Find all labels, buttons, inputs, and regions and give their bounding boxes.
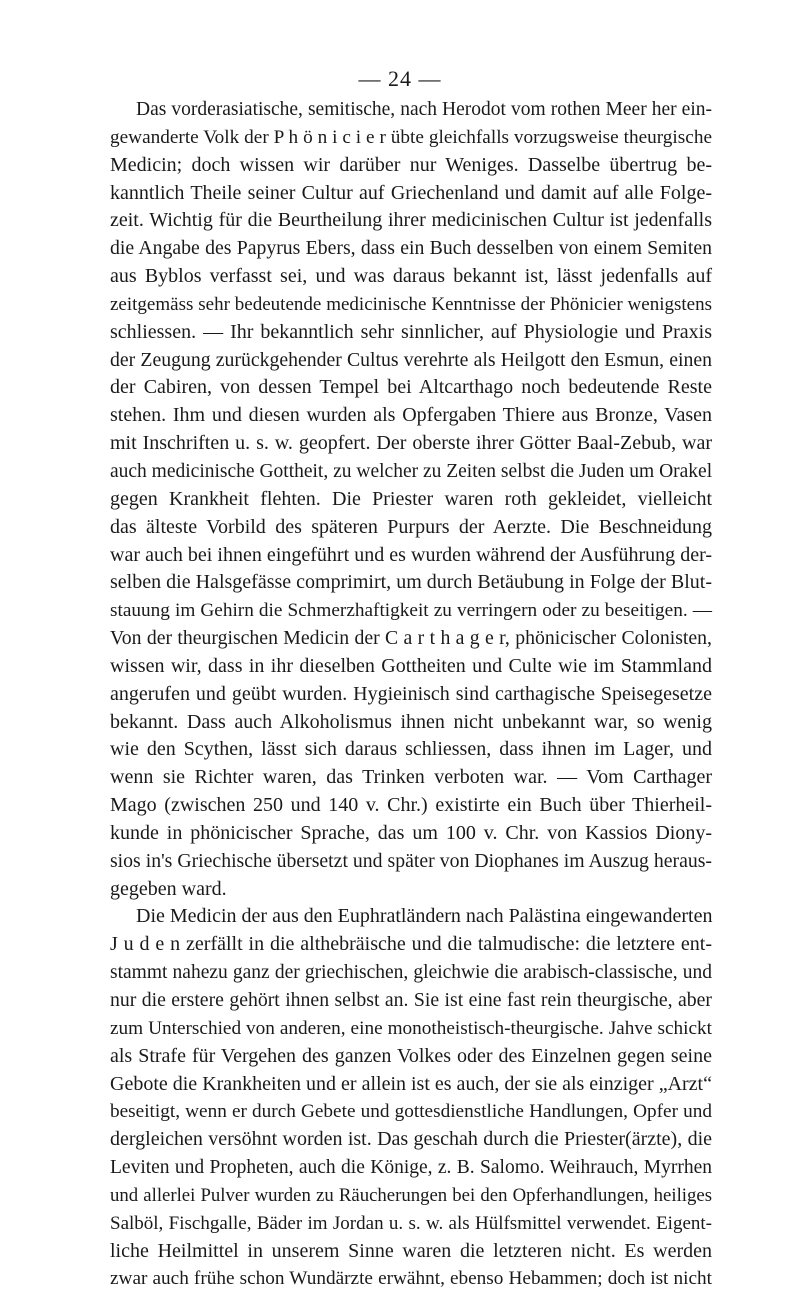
text-line: liche Heilmittel in unserem Sinne waren die letzteren nicht. Es werden — [110, 1239, 712, 1262]
text-line: beseitigt, wenn er durch Gebete und gottesdienstliche Handlungen, Opfer und — [110, 1101, 712, 1123]
text-line: sios in's Griechische übersetzt und später von Diophanes im Auszug heraus- — [110, 849, 712, 872]
text-line: das älteste Vorbild des späteren Purpurs der Aerzte. Die Beschneidung — [110, 515, 712, 538]
text-line: als Strafe für Vergehen des ganzen Volkes oder des Einzelnen gegen seine — [110, 1044, 712, 1067]
text-line: die Angabe des Papyrus Ebers, dass ein Buch desselben von einem Semiten — [110, 237, 712, 260]
text-line: Salböl, Fischgalle, Bäder im Jordan u. s. w. als Hülfsmittel verwendet. Eigent- — [110, 1212, 712, 1234]
text-line: wenn sie Richter waren, das Trinken verboten war. — Vom Carthager — [110, 766, 712, 789]
text-line: zeitgemäss sehr bedeutende medicinische Kenntnisse der Phönicier wenigstens — [110, 293, 712, 315]
text-line: Leviten und Propheten, auch die Könige, z. B. Salomo. Weihrauch, Myrrhen — [110, 1157, 712, 1179]
text-line: Medicin; doch wissen wir darüber nur Weniges. Dasselbe übertrug be- — [110, 153, 712, 176]
text-line: stammt nahezu ganz der griechischen, gleichwie die arabisch-classische, und — [110, 962, 712, 984]
text-line: J u d e n zerfällt in die althebräische und die talmudische: die letztere ent- — [110, 933, 712, 956]
text-line: kunde in phönicischer Sprache, das um 100 v. Chr. von Kassios Diony- — [110, 821, 712, 844]
text-line: bekannt. Dass auch Alkoholismus ihnen nicht unbekannt war, so wenig — [110, 710, 712, 733]
text-line: wie den Scythen, lässt sich daraus schliessen, dass ihnen im Lager, und — [110, 738, 712, 761]
text-line: dergleichen versöhnt worden ist. Das geschah durch die Priester(ärzte), die — [110, 1128, 712, 1151]
text-line: Die Medicin der aus den Euphratländern nach Palästina eingewanderten — [136, 905, 713, 928]
text-line: zum Unterschied von anderen, eine monotheistisch-theurgische. Jahve schickt — [110, 1017, 712, 1039]
text-line: stauung im Gehirn die Schmerzhaftigkeit zu verringern oder zu beseitigen. — — [110, 600, 712, 622]
text-line: Mago (zwischen 250 und 140 v. Chr.) existirte ein Buch über Thierheil- — [110, 794, 712, 817]
text-line: der Zeugung zurückgehender Cultus verehrte als Heilgott den Esmun, einen — [110, 348, 712, 371]
page-number: — 24 — — [358, 66, 442, 91]
text-line: zwar auch frühe schon Wundärzte erwähnt, ebenso Hebammen; doch ist nicht — [110, 1268, 712, 1290]
text-line: war auch bei ihnen eingeführt und es wurden während der Ausführung der- — [110, 543, 712, 566]
text-line: der Cabiren, von dessen Tempel bei Altcarthago noch bedeutende Reste — [110, 376, 712, 399]
text-line: schliessen. — Ihr bekanntlich sehr sinnlicher, auf Physiologie und Praxis — [110, 320, 712, 343]
text-line: Das vorderasiatische, semitische, nach Herodot vom rothen Meer her ein- — [136, 99, 712, 120]
text-line: auch medicinische Gottheit, zu welcher zu Zeiten selbst die Juden um Orakel — [110, 460, 713, 482]
text-line: nur die erstere gehört ihnen selbst an. Sie ist eine fast rein theurgische, aber — [110, 989, 712, 1011]
text-line: kanntlich Theile seiner Cultur auf Griechenland und damit auf alle Folge- — [110, 181, 712, 204]
text-line: aus Byblos verfasst sei, und was daraus bekannt ist, lässt jedenfalls auf — [110, 265, 712, 288]
text-line: Gebote die Krankheiten und er allein ist es auch, der sie als einziger „Arzt“ — [110, 1072, 712, 1095]
text-line: gewanderte Volk der P h ö n i c i e r übte gleichfalls vorzugsweise theurgische — [110, 126, 712, 148]
text-line: stehen. Ihm und diesen wurden als Opfergaben Thiere aus Bronze, Vasen — [110, 404, 712, 427]
text-line: wissen wir, dass in ihr dieselben Gottheiten und Culte wie im Stammland — [110, 654, 712, 677]
text-line: mit Inschriften u. s. w. geopfert. Der oberste ihrer Götter Baal-Zebub, war — [110, 432, 712, 455]
text-line: zeit. Wichtig für die Beurtheilung ihrer medicinischen Cultur ist jedenfalls — [110, 209, 712, 232]
text-line: selben die Halsgefässe comprimirt, um durch Betäubung in Folge der Blut- — [110, 571, 712, 594]
text-line: gegen Krankheit flehten. Die Priester waren roth gekleidet, vielleicht — [110, 487, 712, 510]
text-line: und allerlei Pulver wurden zu Räucherungen bei den Opferhandlungen, heiliges — [110, 1184, 712, 1206]
text-line: angerufen und geübt wurden. Hygieinisch sind carthagische Speisegesetze — [110, 682, 712, 705]
body-text — [110, 96, 712, 1293]
text-line: gegeben ward. — [110, 877, 227, 900]
text-line: Von der theurgischen Medicin der C a r t h a g e r, phönicischer Colonisten, — [110, 627, 712, 650]
